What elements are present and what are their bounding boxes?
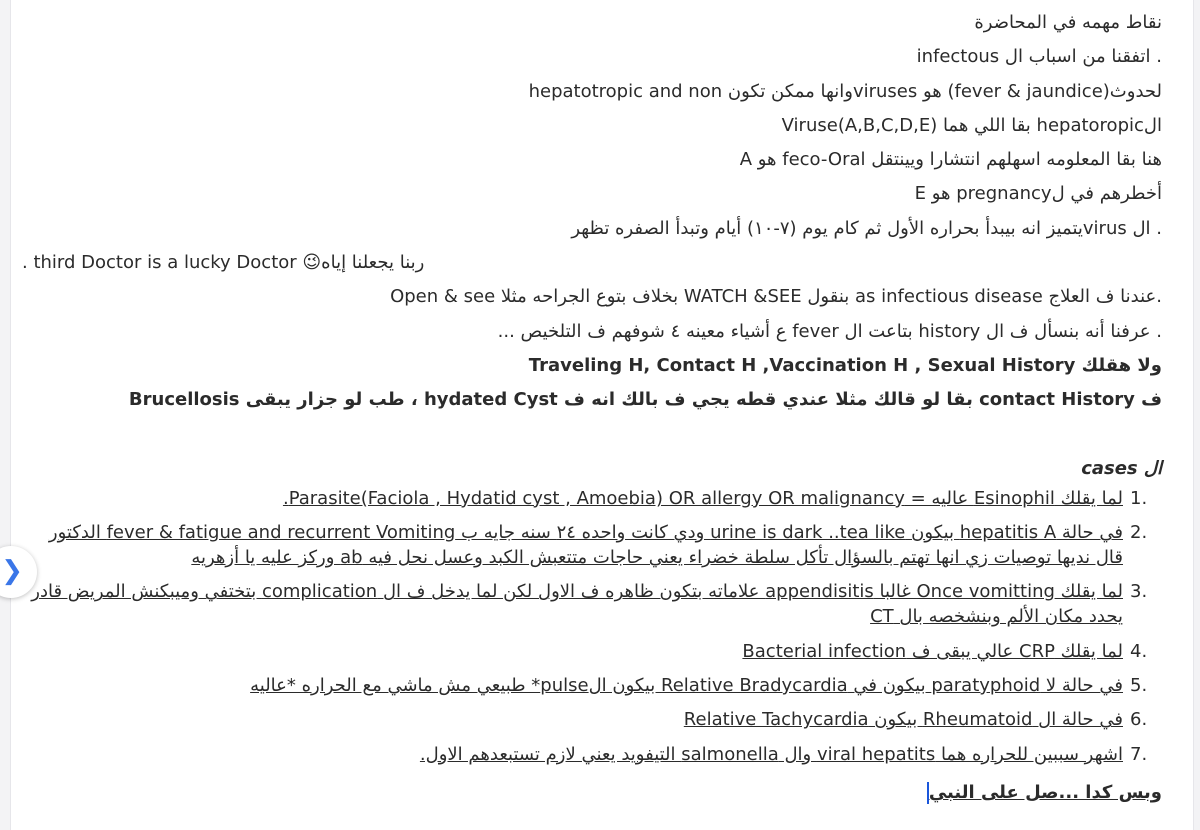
case-text: في حالة hepatitis A بيكون urine is dark ..tea like ودي كانت واحده ٢٤ سنه جايه ب fever & fatigue and recurrent Vomiting الدكتور قال نديها توصيات زي انها تهتم بالسؤال تأكل سلطة خضراء يعني حاجات متتعبش الكبد وعسل نحل فيه ab وركز عليه يا أزهريه: [48, 522, 1123, 569]
case-item: [22, 673, 1162, 698]
case-item: [22, 520, 1162, 570]
case-text: في حالة ال Rheumatoid بيكون Relative Tachycardia: [683, 709, 1123, 731]
text-line: . اتفقنا من اسباب ال infectous: [916, 46, 1162, 68]
case-number: 5.: [1130, 675, 1148, 697]
case-number: 6.: [1130, 709, 1148, 731]
case-number: 1.: [1130, 487, 1148, 509]
contact-history-line: ف contact History بقا لو قالك مثلا عندي قطه يجي ف بالك انه ف hydated Cyst ، طب لو جزار يبقى Brucellosis: [128, 389, 1162, 411]
case-number: 2.: [1130, 522, 1148, 544]
case-item: [22, 742, 1162, 767]
case-text: لما يقلك CRP عالي يبقى ف Bacterial infection: [742, 640, 1123, 662]
case-item: [22, 486, 1162, 511]
case-item: [22, 579, 1162, 629]
blank-line: [22, 418, 1162, 452]
text-line: الhepatoropic بقا اللي هما (Viruse(A,B,C,D,E: [781, 114, 1162, 136]
case-text: اشهر سببين للحراره هما viral hepatits وال salmonella التيفويد يعني لازم تستبعدهم الاول.: [419, 743, 1123, 765]
history-types-line: ولا هقلك Traveling H, Contact H ,Vaccination H , Sexual History: [528, 354, 1162, 376]
closing-line: [22, 776, 1162, 810]
case-text: لما يقلك Once vomitting غالبا appendisitis علاماته بتكون ظاهره ف الاول لكن لما يدخل ف ال complication بتختفي وميبكنش المريض قادر يحدد مكان الألم وبنشخصه بال CT: [31, 581, 1123, 628]
case-text: لما يقلك Esinophil عاليه = Parasite(Faciola , Hydatid cyst , Amoebia) OR allergy OR malignancy.: [282, 487, 1123, 509]
case-item: [22, 639, 1162, 664]
document-content[interactable]: [22, 6, 1162, 810]
text-line: .عندنا ف العلاج as infectious disease بنقول WATCH &SEE بخلاف بتوع الجراحه مثلا Open & see: [390, 286, 1162, 308]
text-line: . ال virusيتميز انه بيبدأ بحراره الأول ثم كام يوم (٧-١٠) أيام وتبدأ الصفره تظهر: [571, 217, 1162, 239]
case-text: في حالة لا paratyphoid بيكون في Relative Bradycardia بيكون الpulse* طبيعي مش ماشي مع الحراره *عاليه: [250, 675, 1123, 697]
case-number: 4.: [1130, 640, 1148, 662]
document-page: [1, 0, 1194, 830]
closing-text: وبس كدا ...صل على النبي: [928, 781, 1162, 803]
case-item: [22, 707, 1162, 732]
cases-heading: ال cases: [1081, 457, 1162, 479]
text-line: لحدوث(fever & jaundice) هو virusesوانها ممكن تكون hepatotropic and non: [528, 80, 1162, 102]
text-line: هنا بقا المعلومه اسهلهم انتشارا ويينتقل feco-Oral هو A: [739, 149, 1162, 171]
cases-list: [22, 486, 1162, 767]
text-line: أخطرهم في لpregnancy هو E: [914, 183, 1162, 205]
case-number: 7.: [1130, 743, 1148, 765]
text-line: نقاط مهمه في المحاضرة: [974, 12, 1162, 33]
partial-circle-button-icon: ❯: [1, 556, 23, 586]
text-line: ربنا يجعلنا إياه😉 third Doctor is a lucky Doctor .: [22, 252, 425, 274]
case-number: 3.: [1130, 581, 1148, 603]
text-line: . عرفنا أنه بنسأل ف ال history بتاعت ال fever ع أشياء معينه ٤ شوفهم ف التلخيص ...: [497, 320, 1162, 342]
